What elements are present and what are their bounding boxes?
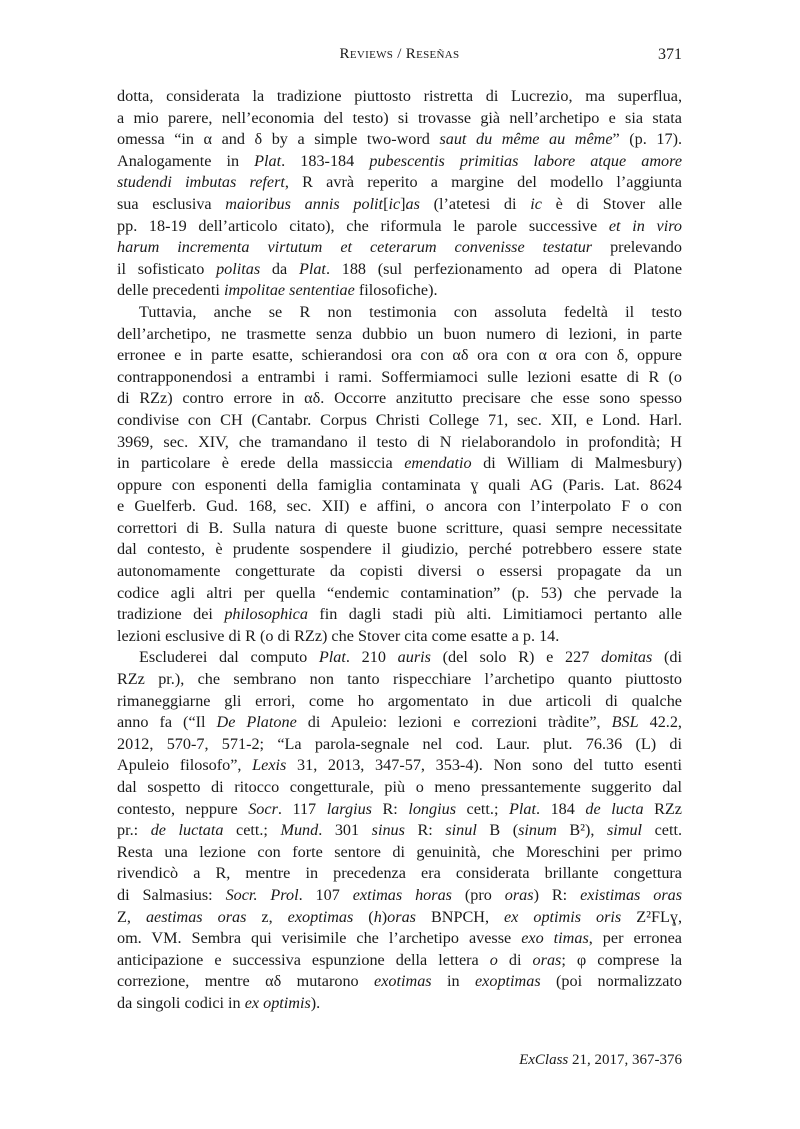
text-line: contesto, neppure Socr. 117 largius R: longius cett.; Plat. 184 de lucta RZz [117,799,682,818]
running-head [117,46,682,68]
text-line: sua esclusiva maioribus annis polit[ic]as (l’atetesi di ic è di Stover alle [117,194,683,213]
text-line: pr.: de luctata cett.; Mund. 301 sinus R: sinul B (sinum B²), simul cett. [117,821,683,840]
page-number: 371 [658,46,682,63]
text-line: delle precedenti impolitae sententiae filosofiche). [117,281,438,300]
text-line: studendi imbutas refert, R avrà reperito a margine del modello l’aggiunta [117,173,682,192]
paragraph [117,647,682,1014]
text-line: RZz pr.), che sembrano non tanto rispecchiare l’archetipo quanto piuttosto [117,670,682,689]
text-line: Escluderei dal computo Plat. 210 auris (del solo R) e 227 domitas (di [139,648,683,667]
running-title: Reviews / Reseñas [339,46,460,62]
text-line: correzione, mentre αδ mutarono exotimas in exoptimas (poi normalizzato [117,972,683,991]
text-line: da singoli codici in ex optimis). [117,993,321,1012]
citation-details: 21, 2017, 367-376 [568,1052,682,1068]
footer-citation [519,1052,682,1069]
text-line: anno fa (“Il De Platone di Apuleio: lezioni e correzioni tràdite”, BSL 42.2, [117,713,682,732]
text-line: condivise con CH (Cantabr. Corpus Christi College 71, sec. XII, e Lond. Harl. [117,410,682,429]
text-line: Analogamente in Plat. 183-184 pubescentis primitias labore atque amore [117,151,683,170]
text-line: pp. 18-19 dell’articolo citato), che riformula le parole successive et in viro [117,216,682,235]
journal-name: ExClass [519,1052,569,1068]
text-line: correttori di B. Sulla natura di queste buone scritture, quasi sempre necessitate [117,518,682,537]
paragraph [117,86,682,302]
text-line: rivendicò a R, mentre in precedenza era considerata brillante congettura [117,864,682,883]
text-line: contrapponendosi a entrambi i rami. Soffermiamoci sulle lezioni esatte di R (o [117,367,682,386]
text-line: dotta, considerata la tradizione piuttosto ristretta di Lucrezio, ma superflua, [117,87,682,105]
text-line: Apuleio filosofo”, Lexis 31, 2013, 347-57, 353-4). Non sono del tutto esenti [117,756,683,775]
body-text [117,86,682,1015]
text-line: dal sospetto di ritocco congetturale, più o meno pressantemente suggerito dal [117,778,682,796]
text-line: a mio parere, nell’economia del testo) si trovasse già nell’archetipo e sia stata [117,108,682,127]
text-line: rimaneggiarne gli errori, come ho argomentato in due articoli di qualche [117,691,682,710]
text-line: in particolare è erede della massiccia emendatio di William di Malmesbury) [117,454,683,473]
text-line: erronee e in parte esatte, schierandosi ora con αδ ora con α ora con δ, oppure [117,346,682,365]
text-line: di Salmasius: Socr. Prol. 107 extimas horas (pro oras) R: existimas oras [117,885,683,904]
text-line: oppure con esponenti della famiglia contaminata ɣ quali AG (Paris. Lat. 8624 [117,475,682,494]
text-line: lezioni esclusive di R (o di RZz) che Stover cita come esatte a p. 14. [117,626,560,645]
text-line: om. VM. Sembra qui verisimile che l’archetipo avesse exo timas, per erronea [117,929,682,948]
text-line: tradizione dei philosophica fin dagli stadi più alti. Limitiamoci pertanto alle [117,605,682,624]
text-line: Resta una lezione con forte sentore di genuinità, che Moreschini per primo [117,842,682,861]
text-line: Tuttavia, anche se R non testimonia con assoluta fedeltà il testo [139,302,682,321]
text-line: autonomamente congetturate da copisti diversi o essersi propagate da un [117,562,682,581]
text-line: 2012, 570-7, 571-2; “La parola-segnale nel cod. Laur. plut. 76.36 (L) di [117,734,682,753]
text-line: di RZz) contro errore in αδ. Occorre anzitutto precisare che esse sono spesso [117,389,682,408]
text-line: e Guelferb. Gud. 168, sec. XII) e affini, o ancora con l’interpolato F o con [117,497,682,516]
text-line: dal contesto, è prudente sospendere il giudizio, perché potrebbero essere state [117,540,682,559]
text-line: 3969, sec. XIV, che tramandano il testo di N rielaborandolo in profondità; H [117,432,682,451]
text-line: dell’archetipo, ne trasmette senza dubbio un buon numero di lezioni, in parte [117,324,682,343]
text-line: anticipazione e successiva espunzione della lettera o di oras; φ comprese la [117,950,683,969]
text-line: codice agli altri per quella “endemic contamination” (p. 53) che pervade la [117,583,682,602]
text-line: Z, aestimas oras z, exoptimas (h)oras BNPCH, ex optimis oris Z²FLɣ, [117,907,683,926]
text-line: omessa “in α and δ by a simple two-word saut du même au même” (p. 17). [117,130,683,149]
text-line: harum incrementa virtutum et ceterarum convenisse testatur prelevando [117,238,682,257]
text-line: il sofisticato politas da Plat. 188 (sul perfezionamento ad opera di Platone [117,259,683,278]
paragraph [117,302,682,648]
